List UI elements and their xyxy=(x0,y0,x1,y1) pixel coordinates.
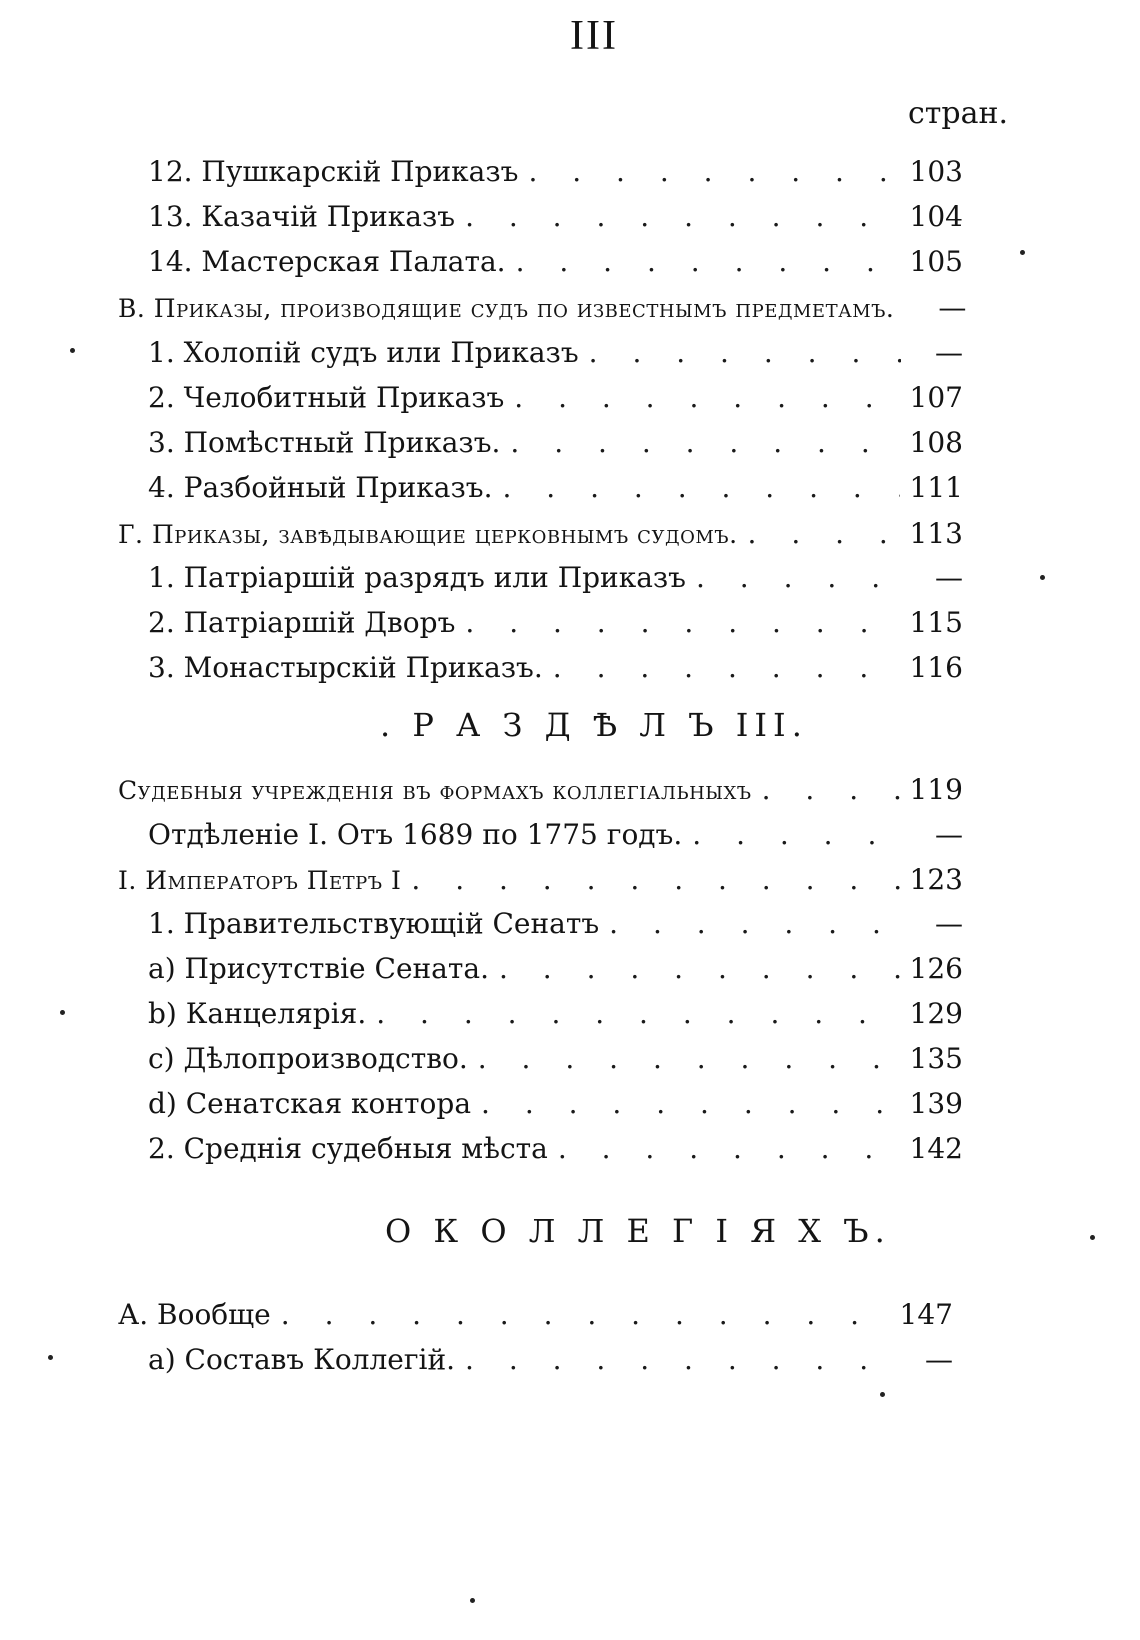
dot-leader xyxy=(465,1340,891,1380)
toc-entry-label: Г. Приказы, завѣдывающие церковнымъ судомъ. xyxy=(118,520,738,549)
toc-entry xyxy=(148,1084,963,1124)
scan-speck xyxy=(1040,575,1045,580)
dot-leader xyxy=(465,603,899,643)
dot-leader xyxy=(376,994,899,1034)
toc-entry-label: I. Императоръ Петръ I xyxy=(118,866,402,895)
toc-entry-label: 3. Монастырскій Приказъ. xyxy=(148,651,543,684)
toc-entry-label: 1. Холопій судъ или Приказъ xyxy=(148,336,579,369)
toc-entry-page: 116 xyxy=(909,651,963,684)
pages-column-label: стран. xyxy=(907,96,1008,131)
toc-entry-page: 104 xyxy=(909,200,963,233)
dot-leader xyxy=(609,904,901,944)
toc-entry xyxy=(148,1129,963,1169)
dot-leader xyxy=(589,333,901,373)
toc-entry xyxy=(148,949,963,989)
page-number: III xyxy=(570,13,618,59)
toc-entry xyxy=(148,815,963,855)
toc-entry-page: — xyxy=(925,1343,953,1376)
dot-leader xyxy=(478,1039,900,1079)
toc-entry-page: 108 xyxy=(909,426,963,459)
dot-leader xyxy=(528,152,899,192)
toc-entry-label: 2. Патріаршій Дворъ xyxy=(148,606,456,639)
toc-entry-label: 14. Мастерская Палата. xyxy=(148,245,506,278)
dot-leader xyxy=(411,860,899,900)
toc-entry xyxy=(118,1295,953,1335)
toc-group-heading xyxy=(118,514,963,555)
toc-entry xyxy=(148,242,963,282)
toc-entry-label: c) Дѣлопроизводство. xyxy=(148,1042,468,1075)
scan-speck xyxy=(1020,250,1025,255)
toc-entry-page: 129 xyxy=(909,997,963,1030)
toc-entry xyxy=(148,648,963,688)
dot-leader xyxy=(696,558,901,598)
section-heading: . Р А З Д Ѣ Л Ъ III. xyxy=(380,706,808,744)
toc-entry xyxy=(118,770,963,811)
toc-entry-page: 135 xyxy=(909,1042,963,1075)
toc-entry xyxy=(148,558,963,598)
toc-entry-page: 126 xyxy=(909,952,963,985)
toc-entry-page: — xyxy=(935,907,963,940)
toc-entry-label: Судебныя учрежденія въ формахъ коллегіальныхъ xyxy=(118,776,752,805)
toc-entry-page: 105 xyxy=(909,245,963,278)
dot-leader xyxy=(516,242,900,282)
toc-entry-page: 103 xyxy=(909,155,963,188)
toc-entry-label: 12. Пушкарскій Приказъ xyxy=(148,155,519,188)
dot-leader xyxy=(692,815,901,855)
dot-leader xyxy=(499,949,900,989)
dot-leader xyxy=(558,1129,900,1169)
toc-entry-page: 142 xyxy=(909,1132,963,1165)
toc-entry-page: 115 xyxy=(909,606,963,639)
scan-speck xyxy=(48,1355,53,1360)
toc-entry-label: b) Канцелярія. xyxy=(148,997,367,1030)
dot-leader xyxy=(510,423,899,463)
toc-entry xyxy=(148,152,963,192)
scan-speck xyxy=(1090,1235,1095,1240)
dot-leader xyxy=(762,770,900,810)
scan-speck xyxy=(60,1010,65,1015)
toc-entry-page: — xyxy=(935,561,963,594)
toc-entry-label: 4. Разбойный Приказъ. xyxy=(148,471,493,504)
toc-entry-page: 111 xyxy=(909,471,963,504)
toc-entry xyxy=(148,1039,963,1079)
dot-leader xyxy=(748,514,900,554)
toc-entry-label: Отдѣленіе I. Отъ 1689 по 1775 годъ. xyxy=(148,818,683,851)
toc-entry xyxy=(148,1340,953,1380)
toc-group-heading xyxy=(118,288,967,329)
toc-entry-label: В. Приказы, производящие судъ по известнымъ предметамъ. xyxy=(118,294,895,323)
toc-entry-page: 123 xyxy=(909,863,963,896)
toc-entry xyxy=(148,423,963,463)
scan-speck xyxy=(70,348,75,353)
toc-entry-page: 113 xyxy=(909,517,963,550)
toc-entry-label: a) Присутствіе Сената. xyxy=(148,952,489,985)
toc-entry-label: 13. Казачій Приказъ xyxy=(148,200,456,233)
toc-entry xyxy=(148,603,963,643)
scan-speck xyxy=(470,1598,475,1603)
toc-entry xyxy=(148,468,963,508)
dot-leader xyxy=(465,197,899,237)
scan-speck xyxy=(880,1392,885,1397)
toc-entry xyxy=(148,904,963,944)
toc-entry-label: 1. Патріаршій разрядъ или Приказъ xyxy=(148,561,686,594)
toc-entry-page: 139 xyxy=(909,1087,963,1120)
toc-entry-label: 2. Среднія судебныя мѣста xyxy=(148,1132,548,1165)
toc-entry-page: 119 xyxy=(909,773,963,806)
toc-entry xyxy=(148,197,963,237)
toc-entry-label: А. Вообще xyxy=(118,1298,271,1331)
toc-entry-label: 1. Правительствующій Сенатъ xyxy=(148,907,600,940)
dot-leader xyxy=(281,1295,890,1335)
toc-entry xyxy=(148,378,963,418)
toc-entry-label: 2. Челобитный Приказъ xyxy=(148,381,505,414)
toc-entry-page: 147 xyxy=(899,1298,953,1331)
dot-leader xyxy=(514,378,899,418)
toc-entry-label: 3. Помѣстный Приказъ. xyxy=(148,426,501,459)
toc-entry xyxy=(148,333,963,373)
toc-entry-page: — xyxy=(938,291,967,324)
toc-entry-page: — xyxy=(935,818,963,851)
dot-leader xyxy=(553,648,900,688)
toc-entry xyxy=(148,994,963,1034)
dot-leader xyxy=(503,468,900,508)
toc-entry xyxy=(118,860,963,901)
toc-entry-label: d) Сенатская контора xyxy=(148,1087,472,1120)
collegia-heading: О К О Л Л Е Г І Я Х Ъ. xyxy=(385,1212,891,1250)
toc-entry-page: — xyxy=(935,336,963,369)
dot-leader xyxy=(481,1084,900,1124)
toc-entry-page: 107 xyxy=(909,381,963,414)
toc-entry-label: a) Составъ Коллегій. xyxy=(148,1343,456,1376)
